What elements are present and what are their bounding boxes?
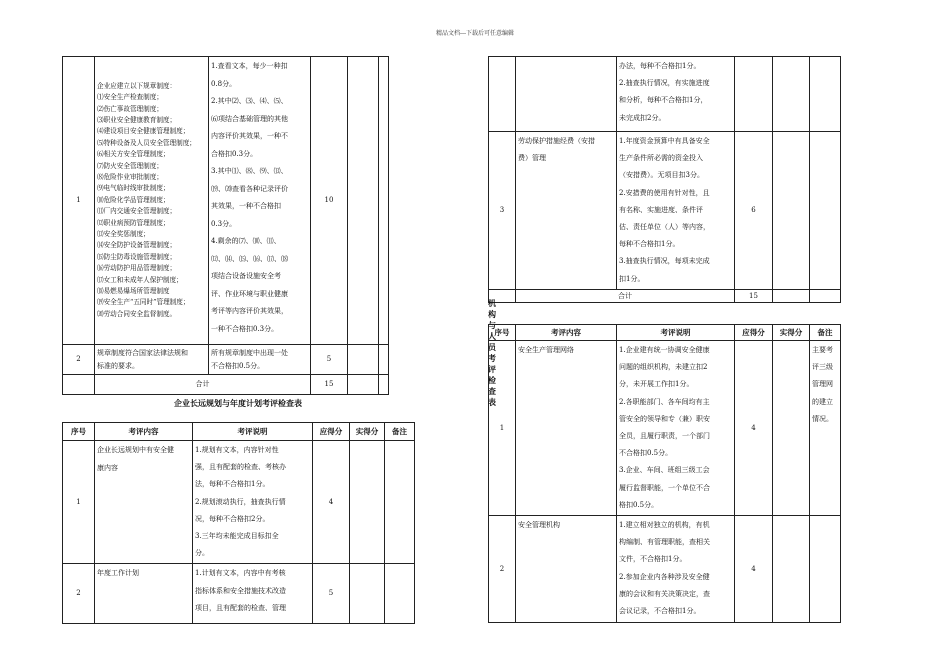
text-line: 3.企业、车间、班组三级工会: [619, 466, 710, 475]
text-line: ⒅易燃易爆场所管理制度: [97, 287, 170, 296]
text-line: 格扣0.5分。: [619, 500, 659, 509]
text-line: ⑹相关方安全管理制度；: [97, 150, 170, 159]
text-line: 劳动保护措施经费（安措: [518, 137, 595, 145]
text-line: 办法，每种不合格扣1分。: [619, 62, 701, 70]
col-header-no: 序号: [489, 325, 516, 341]
org-desc-cell: [617, 341, 735, 516]
table-row: [63, 441, 415, 564]
plan-table: [62, 422, 415, 624]
text-line: 不合格扣0.5分。: [211, 361, 265, 370]
col-header-max-score: 应得分: [735, 325, 773, 341]
row-number: 1: [63, 441, 95, 564]
table-row: [489, 57, 841, 132]
text-line: 4.剩余的⑺、⑽、⑾、: [211, 237, 281, 245]
table-row: [63, 57, 389, 345]
remark-cell: [810, 341, 841, 516]
text-line: 不合格扣0.5分。: [619, 449, 673, 458]
text-line: 分，未开展工作扣1分。: [619, 380, 694, 389]
text-line: 费）管理: [518, 154, 546, 163]
remark-cell: [810, 57, 841, 132]
total-score: 15: [311, 375, 348, 395]
text-line: 问题的组织机构，未建立扣2: [619, 363, 708, 372]
row-number: 2: [489, 516, 516, 623]
page-header: 精品文档---下载后可任意编辑: [435, 30, 515, 37]
row-number: 3: [489, 132, 516, 290]
text-line: ⑿、⒁、⒂、⒃、⒄、⒅: [211, 254, 288, 263]
text-line: ⑷建设项目安全健康管理制度；: [97, 127, 190, 136]
text-line: ⑸特种设备及人员安全管理制度；: [97, 138, 196, 147]
text-line: 估、责任单位（人）等内容，: [619, 223, 710, 232]
text-line: 会议记录，不合格扣1分。: [619, 607, 701, 616]
text-line: 扣1分。: [619, 274, 645, 283]
text-line: 项目，且有配套的检查、管理: [195, 603, 286, 612]
text-line: ⑵伤亡事故管理制度；: [97, 104, 163, 113]
text-line: 文件，不合格扣1分。: [619, 555, 687, 564]
row-number: [489, 57, 516, 132]
max-score: 4: [735, 341, 773, 516]
text-line: 和分析，每种不合格扣1分，: [619, 96, 708, 105]
text-line: 评、作业环境与职业健康: [211, 289, 288, 298]
text-line: 考评等内容评价其效果，: [211, 307, 288, 315]
text-line: 安全生产管理网络: [518, 346, 574, 354]
total-row: [63, 375, 389, 395]
max-score: 6: [735, 132, 773, 290]
max-score: 5: [311, 345, 348, 375]
text-line: 2.参加企业内各种涉及安全健: [619, 572, 710, 581]
text-line: 每种不合格扣1分。: [619, 240, 680, 249]
funding-desc-cell: [617, 132, 735, 290]
org-table: [488, 324, 841, 623]
text-line: ⑽危险化学品管理制度；: [97, 195, 170, 204]
org-desc-cell: [617, 516, 735, 623]
text-line: 未完成扣2分。: [619, 113, 666, 122]
text-line: 1.查看文本，每少一种扣: [211, 62, 288, 70]
row-number: 1: [489, 341, 516, 516]
col-header-no: 序号: [63, 423, 95, 441]
row-number: 2: [63, 564, 95, 624]
text-line: 3.其中⑴、⑻、⑼、⒀、: [211, 167, 288, 175]
text-line: 企业应建立以下规章制度：: [97, 81, 177, 90]
actual-score: [773, 57, 810, 132]
text-line: 1.计划有文本，内容中有考核: [195, 569, 286, 578]
org-content-cell: [516, 341, 617, 516]
org-content-cell: [516, 516, 617, 623]
text-line: 2.规划滚动执行，抽查执行情: [195, 497, 286, 506]
text-line: ⒆安全生产“五同时”管理制度；: [97, 298, 190, 307]
text-line: 分。: [195, 549, 209, 558]
text-line: 其效果，一种不合格扣: [211, 202, 281, 210]
actual-score: [348, 345, 379, 375]
total-remark: [810, 289, 841, 302]
text-line: 评三级: [812, 363, 833, 372]
total-score: 15: [735, 289, 773, 302]
actual-score: [350, 564, 385, 624]
text-line: 况，每种不合格扣2分。: [195, 514, 270, 523]
col-header-content: 考评内容: [95, 423, 193, 441]
text-line: 1.规划有文本，内容针对性: [195, 446, 279, 454]
remark-cell: [379, 57, 389, 345]
max-score: [735, 57, 773, 132]
actual-score: [773, 132, 810, 290]
text-line: ⑾厂内交通安全管理制度；: [97, 207, 177, 216]
col-header-desc: 考评说明: [193, 423, 313, 441]
plan-desc-cell: [193, 564, 313, 624]
text-line: （安措费）。无项目扣3分。: [619, 171, 704, 180]
text-line: 合格扣0.3分。: [211, 149, 258, 158]
text-line: 生产条件所必需的资金投入: [619, 154, 703, 163]
total-actual: [348, 375, 379, 395]
text-line: ⒀安全奖惩制度；: [97, 230, 150, 239]
text-line: ⒃劳动防护用品管理制度；: [97, 264, 177, 273]
text-line: ⑻危险作业审批制度；: [97, 172, 163, 181]
text-line: 强，且有配套的检查、考核办: [195, 463, 286, 472]
remark-cell: [379, 345, 389, 375]
total-blank: [63, 375, 95, 395]
col-header-desc: 考评说明: [617, 325, 735, 341]
rules-table: [62, 56, 389, 395]
row-number: 1: [63, 57, 95, 345]
col-header-actual-score: 实得分: [773, 325, 810, 341]
text-line: ⑿职业病预防管理制度；: [97, 218, 170, 227]
rules-content-cell: [95, 57, 209, 345]
col-header-remark: 备注: [385, 423, 415, 441]
text-line: 管安全的领导和专（兼）职安: [619, 414, 710, 423]
plan-desc-cell: [193, 441, 313, 564]
text-line: 1.企业建有统一协调安全健康: [619, 346, 710, 354]
org-table-title: 机构与人员考评检查表: [488, 299, 496, 407]
text-line: ⒇劳动合同安全监督制度。: [97, 309, 177, 318]
max-score: 4: [735, 516, 773, 623]
text-line: 情况。: [812, 414, 833, 423]
text-line: ⑺防火安全管理制度；: [97, 161, 163, 170]
table-row: [489, 132, 841, 290]
plan-content-cell: [95, 564, 193, 624]
text-line: 有名称、实施进度、条件评: [619, 205, 703, 214]
remark-cell: [810, 516, 841, 623]
text-line: 的建立: [812, 397, 833, 406]
col-header-content: 考评内容: [516, 325, 617, 341]
total-actual: [773, 289, 810, 302]
text-line: 3.三年均未能完成目标扣全: [195, 532, 279, 541]
rules-desc-cell: [209, 57, 311, 345]
funding-content-cell: [516, 132, 617, 290]
text-line: ⑼电气临时线审批制度；: [97, 184, 170, 193]
funding-desc-cell: [617, 57, 735, 132]
text-line: 安全管理机构: [518, 521, 560, 530]
text-line: 康内容: [97, 463, 118, 472]
actual-score: [773, 516, 810, 623]
table-row: [489, 341, 841, 516]
row-number: 2: [63, 345, 95, 375]
max-score: 4: [313, 441, 350, 564]
text-line: 规章制度符合国家法律法规和: [97, 348, 188, 357]
rules-desc-cell: [209, 345, 311, 375]
text-line: ⒂防尘防毒设施管理制度；: [97, 252, 177, 261]
total-row: [489, 289, 841, 302]
col-header-remark: 备注: [810, 325, 841, 341]
actual-score: [350, 441, 385, 564]
table-header-row: [489, 325, 841, 341]
col-header-max-score: 应得分: [313, 423, 350, 441]
plan-content-cell: [95, 441, 193, 564]
text-line: 标准的要求。: [97, 361, 139, 370]
text-line: 法，每种不合格扣1分。: [195, 480, 270, 489]
text-line: ⒄女工和未成年人保护制度；: [97, 275, 183, 284]
text-line: 2.抽查执行情况，有实施进度: [619, 79, 710, 88]
text-line: 项结合设备设施安全考: [211, 272, 281, 280]
total-remark: [379, 375, 389, 395]
rules-content-cell: [95, 345, 209, 375]
text-line: 主要考: [812, 346, 833, 354]
text-line: 2.其中⑵、⑶、⑷、⑸、: [211, 97, 288, 105]
text-line: ⑴安全生产检查制度；: [97, 93, 163, 102]
total-label: 合计: [516, 289, 735, 302]
text-line: 指标体系和安全措施技术改造: [195, 586, 286, 595]
total-label: 合计: [95, 375, 311, 395]
text-line: ⒁安全防护设备管理制度；: [97, 241, 177, 250]
text-line: 管理网: [812, 380, 833, 389]
table-row: [63, 345, 389, 375]
text-line: 一种不合格扣0.3分。: [211, 324, 279, 333]
table-row: [489, 516, 841, 623]
table-row: [63, 564, 415, 624]
text-line: 年度工作计划: [97, 569, 139, 578]
funding-table: [488, 56, 841, 303]
text-line: 2.安措费的使用有针对性，且: [619, 188, 710, 197]
plan-table-title: 企业长远规划与年度计划考评检查表: [174, 399, 302, 408]
text-line: 1.建立相对独立的机构，有机: [619, 521, 710, 530]
text-line: 康的会议和有关决策决定，查: [619, 589, 710, 598]
remark-cell: [385, 564, 415, 624]
text-line: 履行监督职能，一个单位不合: [619, 483, 710, 492]
text-line: 内容评价其效果，一种不: [211, 132, 288, 140]
text-line: 企业长远规划中有安全健: [97, 446, 174, 454]
text-line: 所有规章制度中出现一处: [211, 348, 288, 357]
text-line: 0.3分。: [211, 219, 237, 228]
text-line: 全员，且履行职责，一个部门: [619, 432, 710, 441]
max-score: 5: [313, 564, 350, 624]
text-line: 2.各职能部门、各车间均有主: [619, 397, 710, 406]
remark-cell: [385, 441, 415, 564]
remark-cell: [810, 132, 841, 290]
actual-score: [348, 57, 379, 345]
col-header-actual-score: 实得分: [350, 423, 385, 441]
text-line: 3.抽查执行情况，每项未完成: [619, 257, 710, 266]
text-line: ⒆、⒇查看各种记录评价: [211, 184, 288, 193]
text-line: ⑶职业安全健康教育制度；: [97, 115, 177, 124]
table-header-row: [63, 423, 415, 441]
text-line: 0.8分。: [211, 79, 237, 88]
text-line: 构编制、有管理职能，查相关: [619, 538, 710, 547]
max-score: 10: [311, 57, 348, 345]
text-line: ⑹项结合基础管理的其他: [211, 114, 288, 123]
actual-score: [773, 341, 810, 516]
text-line: 1.年度资金预算中有具备安全: [619, 137, 710, 145]
funding-content-cell: [516, 57, 617, 132]
